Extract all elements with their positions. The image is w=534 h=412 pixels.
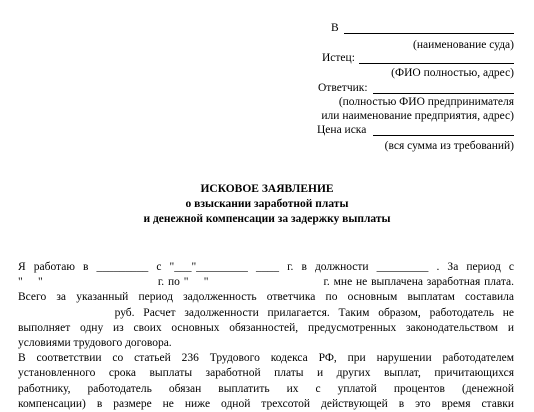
- defendant-hint-2: или наименование предприятия, адрес): [321, 110, 514, 122]
- defendant-label: Ответчик:: [318, 82, 368, 94]
- court-name-line[interactable]: [344, 33, 514, 34]
- body-line: условиями трудового договора.: [18, 337, 172, 350]
- court-prefix: В: [331, 22, 339, 34]
- body-line: руб. Расчет задолженности прилагается. Таким образом, работодатель не: [18, 306, 514, 319]
- body-line: Я работаю в _________ с "___"_________ ____ г. в должности _________ . За период с: [18, 261, 514, 273]
- plaintiff-line[interactable]: [359, 63, 514, 64]
- document-body: [18, 260, 514, 412]
- body-line: В соответствии со статьей 236 Трудового кодекса РФ, при нарушении работодателем: [18, 352, 514, 365]
- claim-price-line[interactable]: [373, 135, 514, 136]
- body-line: компенсации) в размере не ниже одной трехсотой действующей в это время ставки: [18, 397, 514, 410]
- document-subtitle-2: и денежной компенсации за задержку выплаты: [143, 213, 391, 225]
- plaintiff-label: Истец:: [322, 52, 355, 64]
- defendant-hint-1: (полностью ФИО предпринимателя: [338, 96, 514, 108]
- defendant-line[interactable]: [373, 93, 514, 94]
- claim-price-hint: (вся сумма из требований): [384, 140, 514, 152]
- body-line: работнику, работодатель обязан выплатить их с уплатой процентов (денежной: [18, 382, 514, 395]
- body-line: установленного срока выплаты заработной платы и других выплат, причитающихся: [18, 367, 514, 380]
- claim-price-label: Цена иска: [317, 124, 367, 136]
- document-subtitle-1: о взыскании заработной платы: [185, 198, 349, 210]
- body-line: " " г. по " " г. мне не выплачена заработная плата.: [18, 276, 514, 289]
- body-line: выполняет одну из своих основных обязанностей, предусмотренных законодательством и: [18, 321, 514, 334]
- plaintiff-hint: (ФИО полностью, адрес): [391, 67, 514, 79]
- document-title: ИСКОВОЕ ЗАЯВЛЕНИЕ: [200, 183, 334, 195]
- body-line: Всего за указанный период задолженность ответчика по основным выплатам составила: [18, 291, 514, 304]
- court-hint: (наименование суда): [413, 39, 514, 51]
